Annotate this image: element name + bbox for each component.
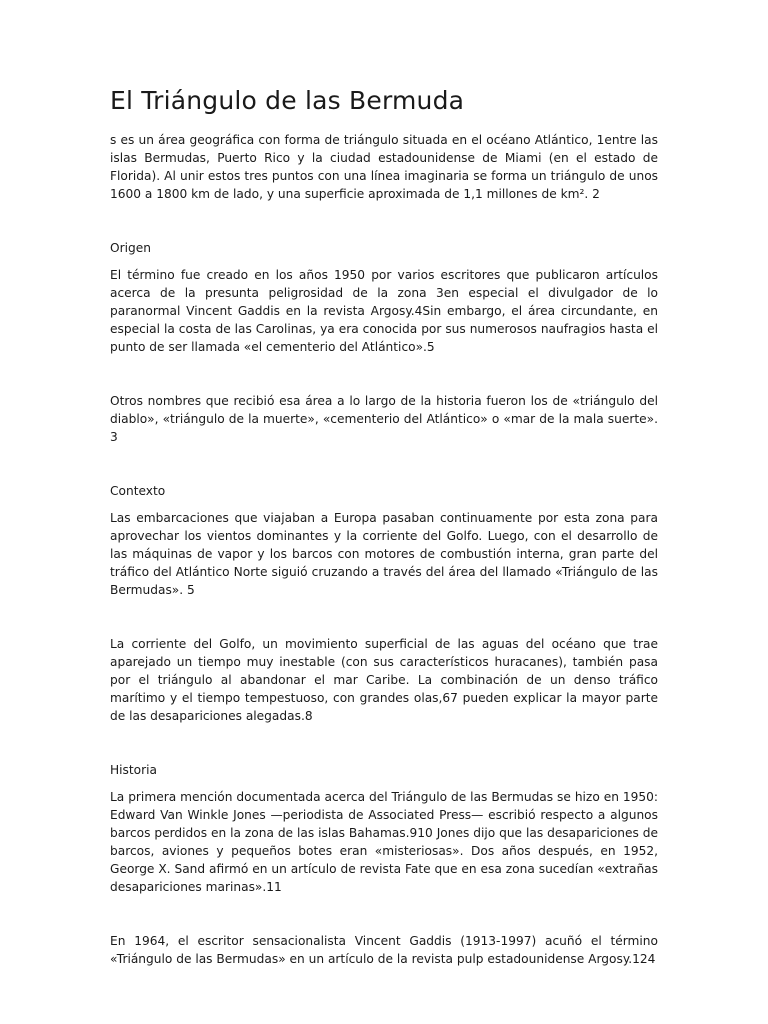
historia-paragraph-1: La primera mención documentada acerca del Triángulo de las Bermudas se hizo en 1950: Edward Van Winkle Jones —periodista de Associated Press— escribió respecto a algunos barcos perdidos en la zona de las islas Bahamas.910 Jones dijo que las desapariciones de barcos, aviones y pequeños botes eran «misteriosas». Dos años después, en 1952, George X. Sand afirmó en un artículo de revista Fate que en esa zona sucedían «extrañas desapariciones marinas».11 xyxy=(110,790,658,894)
document-title: El Triángulo de las Bermuda xyxy=(110,86,465,115)
section-heading-contexto: Contexto xyxy=(110,484,166,498)
contexto-paragraph-2: La corriente del Golfo, un movimiento superficial de las aguas del océano que trae aparejado un tiempo muy inestable (con sus característicos huracanes), también pasa por el triángulo al abandonar el mar Caribe. La combinación de un denso tráfico marítimo y el tiempo tempestuoso, con grandes olas,67 pueden explicar la mayor parte de las desapariciones alegadas.8 xyxy=(110,637,658,723)
document-page xyxy=(110,84,658,968)
origen-paragraph-1: El término fue creado en los años 1950 por varios escritores que publicaron artículos acerca de la presunta peligrosidad de la zona 3en especial el divulgador de lo paranormal Vincent Gaddis en la revista Argosy.4Sin embargo, el área circundante, en especial la costa de las Carolinas, ya era conocida por sus numerosos naufragios hasta el punto de ser llamada «el cementerio del Atlántico».5 xyxy=(110,268,658,354)
intro-paragraph: s es un área geográfica con forma de triángulo situada en el océano Atlántico, 1entre las islas Bermudas, Puerto Rico y la ciudad estadounidense de Miami (en el estado de Florida). Al unir estos tres puntos con una línea imaginaria se forma un triángulo de unos 1600 a 1800 km de lado, y una superficie aproximada de 1,1 millones de km². 2 xyxy=(110,133,658,201)
historia-paragraph-2: En 1964, el escritor sensacionalista Vincent Gaddis (1913-1997) acuñó el término «Triángulo de las Bermudas» en un artículo de la revista pulp estadounidense Argosy.124 xyxy=(110,934,658,966)
contexto-paragraph-1: Las embarcaciones que viajaban a Europa pasaban continuamente por esta zona para aprovechar los vientos dominantes y la corriente del Golfo. Luego, con el desarrollo de las máquinas de vapor y los barcos con motores de combustión interna, gran parte del tráfico del Atlántico Norte siguió cruzando a través del área del llamado «Triángulo de las Bermudas». 5 xyxy=(110,511,658,597)
section-heading-origen: Origen xyxy=(110,241,151,255)
origen-paragraph-2: Otros nombres que recibió esa área a lo largo de la historia fueron los de «triángulo del diablo», «triángulo de la muerte», «cementerio del Atlántico» o «mar de la mala suerte». 3 xyxy=(110,394,658,444)
section-heading-historia: Historia xyxy=(110,763,158,777)
